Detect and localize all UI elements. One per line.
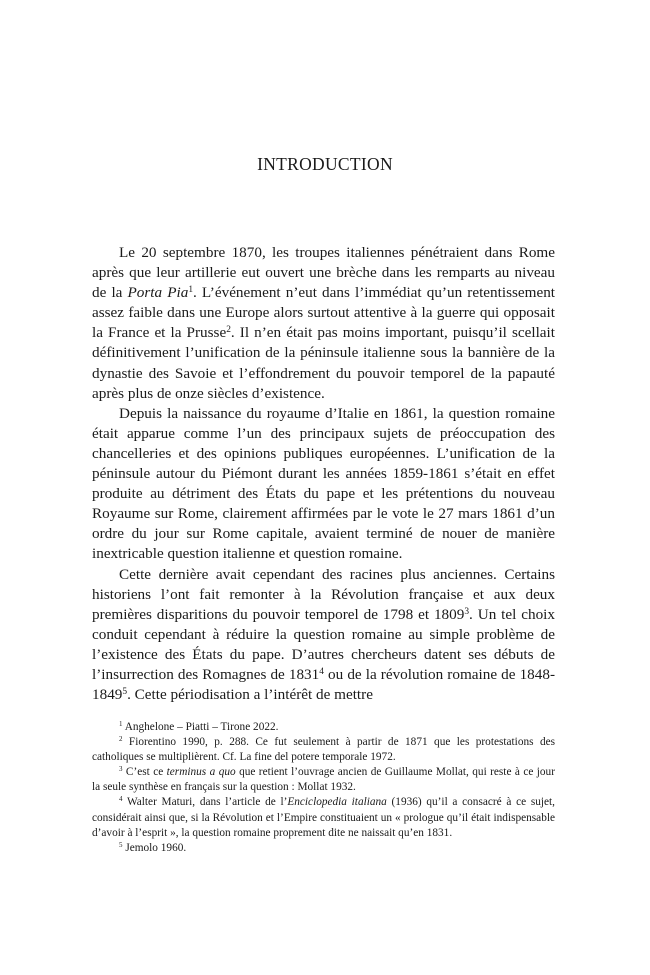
- footnote-ref: 1: [119, 720, 123, 729]
- italic-text: Porta Pia: [127, 284, 189, 302]
- text-run: Walter Maturi, dans l’article de l’: [122, 796, 288, 809]
- footnotes: [92, 720, 555, 856]
- chapter-title: INTRODUCTION: [257, 154, 393, 174]
- text-run: Jemolo 1960.: [122, 841, 187, 854]
- text-run: ou de la révolution romaine de 1848-1849: [92, 665, 556, 704]
- text-run: Cette dernière avait cependant des racines plus anciennes. Certains historiens l’ont fait remonter à la Révolution française et aux deux premières disparitions du pouvoir temporel de 1798 et 1809: [92, 565, 555, 623]
- footnote-ref: 3: [464, 606, 470, 617]
- footnote-ref: 3: [119, 765, 123, 774]
- italic-text: Enciclopedia italiana: [287, 796, 387, 809]
- text-run: . Cette périodisation a l’intérêt de mettre: [127, 686, 373, 704]
- text-run: C’est ce: [122, 766, 167, 779]
- text-run: (1936) qu’il a consacré à ce sujet, considérait ainsi que, si la Révolution et l’Empire constituaient un « prologue qu’il était indispensable d’avoir à l’esprit », la question romaine proprement dite ne naissait qu’en 1831.: [92, 796, 555, 839]
- text-run: . L’événement n’eut dans l’immédiat qu’un retentissement assez faible dans une Europe alors surtout attentive à la guerre qui opposait la France et la Prusse: [92, 284, 556, 342]
- paragraph: [92, 243, 555, 404]
- text-run: Depuis la naissance du royaume d’Italie en 1861, la question romaine était apparue comme l’un des principaux sujets de préoccupation des chancelleries et des opinions publiques européennes. L’unification de la péninsule autour du Piémont durant les années 1859-1861 s’était en effet produite au détriment des États du pape et les prétentions du nouveau Royaume sur Rome, clairement affirmées par le vote le 27 mars 1861 d’un ordre du jour sur Rome capitale, avaient terminé de nouer de manière inextricable question italienne et question romaine.: [92, 404, 555, 563]
- footnote-ref: 4: [119, 795, 123, 804]
- paragraph: [92, 565, 555, 706]
- text-run: Fiorentino 1990, p. 288. Ce fut seulement à partir de 1871 que les protestations des catholiques se multiplièrent. Cf. La fine del potere temporale 1972.: [92, 736, 555, 764]
- footnote-ref: 4: [319, 666, 324, 677]
- body-text: [92, 243, 555, 705]
- text-run: Anghelone – Piatti – Tirone 2022.: [122, 721, 279, 733]
- footnote-ref: 1: [188, 285, 194, 296]
- text-run: que retient l’ouvrage ancien de Guillaume Mollat, qui reste à ce jour la seule synthèse en français sur la question : Mollat 1932.: [92, 766, 555, 794]
- footnote-ref: 2: [226, 325, 231, 336]
- footnote-ref: 5: [119, 840, 123, 849]
- footnote: [92, 720, 555, 735]
- footnote: [92, 765, 555, 795]
- footnote-ref: 5: [122, 686, 128, 697]
- footnote: [92, 795, 555, 840]
- footnote: [92, 841, 555, 856]
- footnote: [92, 735, 555, 765]
- footnote-ref: 2: [119, 735, 123, 744]
- text-run: Le 20 septembre 1870, les troupes italiennes pénétraient dans Rome après que leur artillerie eut ouvert une brèche dans les remparts au niveau de la: [92, 244, 555, 302]
- text-run: . Un tel choix conduit cependant à réduire la question romaine au simple problème de l’existence des États du pape. D’autres chercheurs datent ses débuts de l’insurrection des Romagnes de 1831: [92, 605, 555, 683]
- italic-text: terminus a quo: [166, 766, 236, 779]
- paragraph: [92, 404, 555, 565]
- text-run: . Il n’en était pas moins important, puisqu’il scellait définitivement l’unification de la péninsule italienne sous la bannière de la dynastie des Savoie et l’effondrement du pouvoir temporel de la papauté après plus de onze siècles d’existence.: [92, 324, 555, 402]
